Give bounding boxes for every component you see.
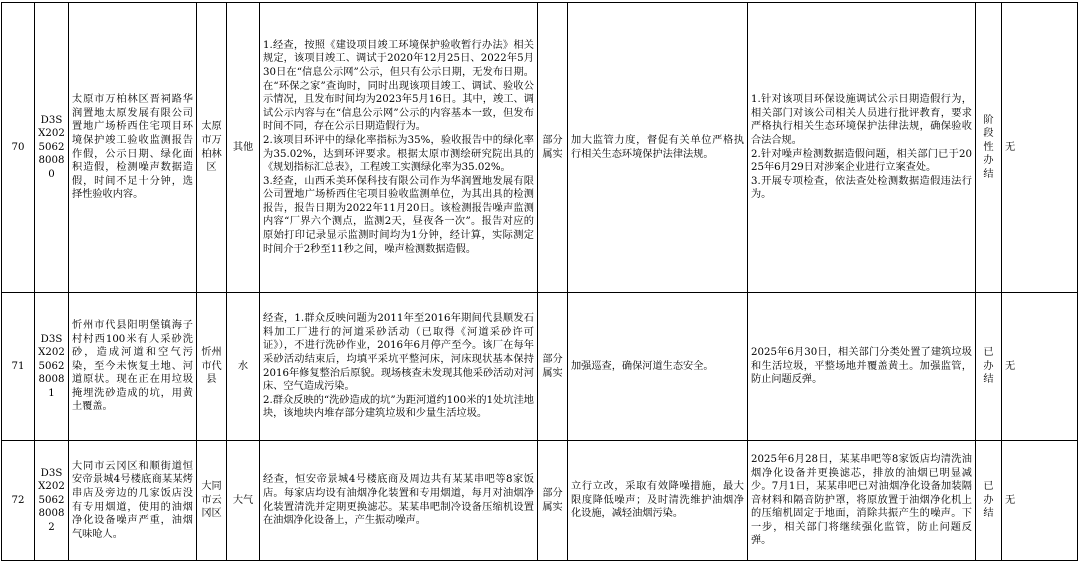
complaint-content: 忻州市代县阳明堡镇海子村村西100米有人采砂洗砂，造成河道和空气污染，至今未恢复土地、河道原状。现在正在用垃圾掩埋洗砂造成的坑，用黄土覆盖。 (69, 293, 197, 441)
pollution-type: 其他 (227, 3, 260, 293)
complaint-content: 大同市云冈区和顺街道恒安帝景城4号楼底商某某烤串店及旁边的几家饭店没有专用烟道，使用的油烟净化设备噪声严重，油烟气味呛人。 (69, 441, 197, 561)
admin-region: 大同市云冈区 (197, 441, 227, 561)
status: 已办结 (976, 293, 1002, 441)
investigation-findings: 1.经查，按照《建设项目竣工环境保护验收暂行办法》相关规定，该项目竣工、调试于2020年12月25日、2022年5月30日在“信息公示网”公示，但只有公示日期，无发布日期。在“环保之家”查询时，同时出现该项目竣工、调试、验收公示情况，且发布时间均为2023年5月16日。其中，竣工、调试公示内容与在“信息公示网”公示的内容基本一致，但发布时间不同，存在公示日期造假行为。 2.该项目环评中的绿化率指标为35%，验收报告中的绿化率为35.02%，达到环评要求。根据太原市测绘研究院出具的《规划指标汇总表》，工程竣工实测绿化率为35.02%。 3.经查，山西禾美环保科技有限公司作为华润置地发展有限公司置地广场桥西住宅项目验收监测单位，为其出具的检测报告，报告日期为2022年11月20日。该检测报告噪声监测内容“厂界六个测点，监测2天，昼夜各一次”。报告对应的原始打印记录显示监测时间均为1分钟，经计算，实际测定时间介于2秒至11秒之间，噪声检测数据造假。 (260, 3, 538, 293)
row-number: 70 (2, 3, 35, 293)
handling-result: 2025年6月28日，某某串吧等8家饭店均清洗油烟净化设备并更换滤芯，排放的油烟已明显减少。7月1日，某某串吧已对油烟净化设备加装隔音材料和隔音防护罩，将原放置于油烟净化机上的压缩机固定于地面，消除共振产生的噪声。下一步，相关部门将继续强化监管，防止问题反弹。 (748, 441, 976, 561)
investigation-findings: 经查，恒安帝景城4号楼底商及周边共有某某串吧等8家饭店。每家店均设有油烟净化装置和专用烟道，每月对油烟净化装置清洗并定期更换滤芯。某某串吧制冷设备压缩机设置在油烟净化设备上，产生振动噪声。 (260, 441, 538, 561)
investigation-findings: 经查，1.群众反映问题为2011年至2016年期间代县顺发石料加工厂进行的河道采砂活动（已取得《河道采砂许可证》），不进行洗砂作业，2016年6月停产至今。该厂在每年采砂活动结束后，均填平采坑平整河床，河床现状基本保持2016年修复整治后原貌。现场核查未发现其他采砂活动对河床、空气造成污染。 2.群众反映的“洗砂造成的坑”为距河道约100米的1处坑洼地块，该地块内堆存部分建筑垃圾和少量生活垃圾。 (260, 293, 538, 441)
admin-region: 太原市万柏林区 (197, 3, 227, 293)
pollution-type: 水 (227, 293, 260, 441)
handling-plan: 加大监管力度，督促有关单位严格执行相关生态环境保护法律法规。 (568, 3, 748, 293)
accountability: 无 (1002, 293, 1078, 441)
handling-plan: 立行立改，采取有效降噪措施，最大限度降低噪声；及时清洗维护油烟净化设施，减轻油烟污染。 (568, 441, 748, 561)
accountability: 无 (1002, 3, 1078, 293)
verdict: 部分属实 (538, 3, 568, 293)
row-number: 71 (2, 293, 35, 441)
status: 阶段性办结 (976, 3, 1002, 293)
accountability: 无 (1002, 441, 1078, 561)
admin-region: 忻州市代县 (197, 293, 227, 441)
table-row (2, 441, 1078, 561)
status: 已办结 (976, 441, 1002, 561)
handling-plan: 加强巡查，确保河道生态安全。 (568, 293, 748, 441)
complaint-table (1, 2, 1078, 561)
pollution-type: 大气 (227, 441, 260, 561)
table-row (2, 293, 1078, 441)
case-code: D3SX202506280082 (35, 441, 69, 561)
complaint-content: 太原市万柏林区晋祠路华润置地太原发展有限公司置地广场桥西住宅项目环境保护竣工验收监测报告作假，公示日期、绿化面积造假，检测噪声数据造假，时间不足十分钟，选择性验收内容。 (69, 3, 197, 293)
row-number: 72 (2, 441, 35, 561)
handling-result: 1.针对该项目环保设施调试公示日期造假行为，相关部门对该公司相关人员进行批评教育，要求严格执行相关生态环境保护法律法规，确保验收合法合规。 2.针对噪声检测数据造假问题，相关部门已于2025年6月29日对涉案企业进行立案查处。 3.开展专项检查，依法查处检测数据造假违法行为。 (748, 3, 976, 293)
handling-result: 2025年6月30日，相关部门分类处置了建筑垃圾和生活垃圾，平整场地并覆盖黄土。加强监管，防止问题反弹。 (748, 293, 976, 441)
table-row (2, 3, 1078, 293)
case-code: D3SX202506280080 (35, 3, 69, 293)
case-code: D3SX202506280081 (35, 293, 69, 441)
verdict: 部分属实 (538, 441, 568, 561)
verdict: 部分属实 (538, 293, 568, 441)
